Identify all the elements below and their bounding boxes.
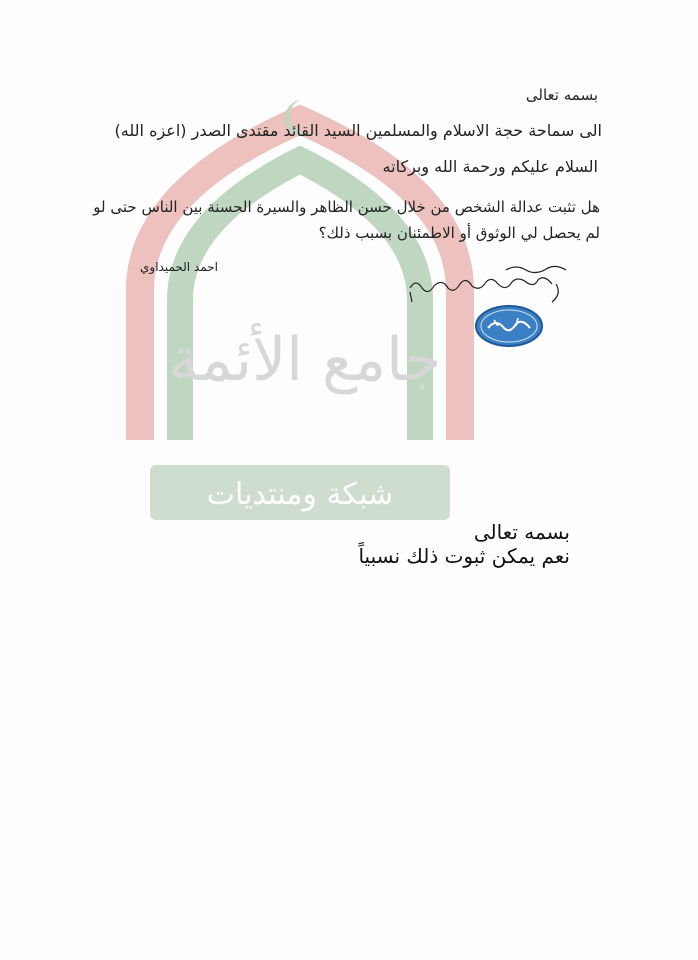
stamp-svg (474, 304, 544, 348)
handwriting-svg (406, 258, 576, 308)
greeting-line: السلام عليكم ورحمة الله وبركاته (382, 157, 598, 176)
watermark-main-text: جامع الأئمة (168, 325, 442, 395)
typed-reply-line-1: بسمه تعالى (473, 520, 570, 544)
watermark-logo (120, 80, 480, 540)
basmala-heading: بسمه تعالى (525, 86, 598, 104)
addressee-line: الى سماحة حجة الاسلام والمسلمين السيد القائد مقتدى الصدر (اعزه الله) (114, 121, 602, 140)
question-line-2: لم يحصل لي الوثوق أو الاطمئنان بسبب ذلك؟ (318, 224, 600, 242)
typed-reply-line-2: نعم يمكن ثبوت ذلك نسبياً (358, 544, 570, 568)
handwritten-reply (406, 258, 576, 308)
watermark-svg (120, 80, 480, 540)
seal-stamp (474, 304, 544, 348)
question-line-1: هل تثبت عدالة الشخص من خلال حسن الظاهر والسيرة الحسنة بين الناس حتى لو (93, 198, 600, 216)
watermark-banner-text: شبكة ومنتديات (206, 477, 394, 512)
sender-name: احمد الحميداوي (140, 260, 218, 274)
